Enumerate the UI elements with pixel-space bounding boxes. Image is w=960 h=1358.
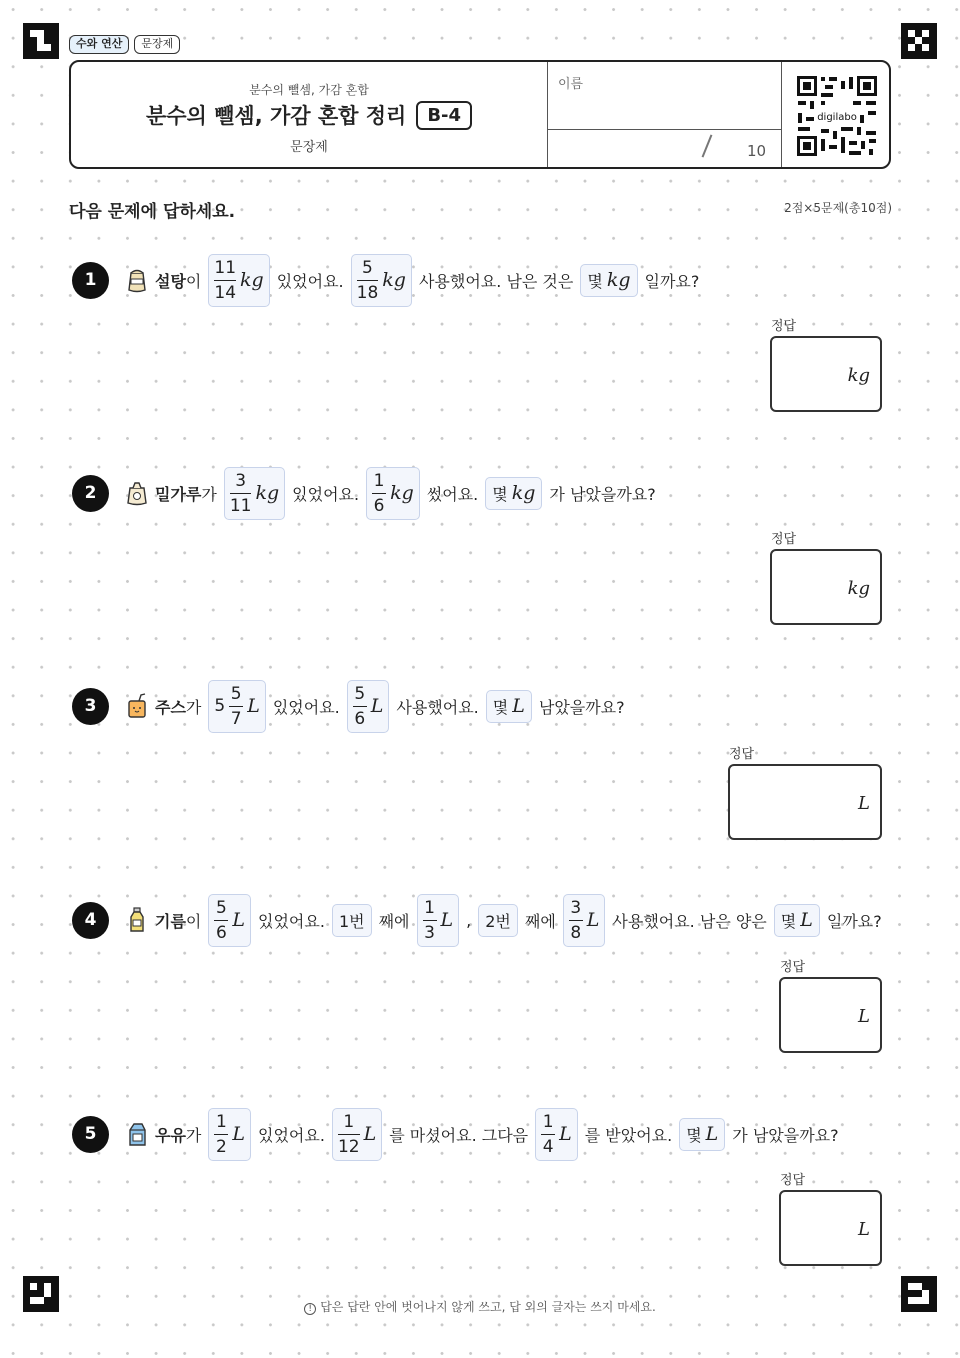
numerator: 5 bbox=[354, 683, 366, 704]
question-text: 째에 bbox=[524, 911, 556, 931]
corner-marker-top-right bbox=[901, 23, 937, 59]
answer-label: 정답 bbox=[771, 319, 797, 334]
subject-name: 기름 bbox=[155, 911, 186, 931]
unit: L bbox=[363, 1123, 377, 1145]
comma: , bbox=[466, 910, 472, 930]
ask-box bbox=[485, 477, 542, 510]
footer-text: 답은 답란 안에 벗어나지 않게 쓰고, 답 외의 글자는 쓰지 마세요. bbox=[320, 1300, 656, 1314]
fraction-box bbox=[351, 254, 412, 307]
ask-word: 몇 bbox=[492, 697, 509, 717]
unit: L bbox=[247, 695, 260, 717]
warning-icon: ! bbox=[304, 1303, 316, 1315]
denominator: 7 bbox=[230, 708, 242, 729]
header-subtitle: 분수의 뺄셈, 가감 혼합 bbox=[249, 83, 369, 97]
answer-unit: kg bbox=[847, 365, 870, 386]
score-total: 10 bbox=[747, 142, 767, 160]
unit: L bbox=[370, 695, 384, 717]
ask-word: 몇 bbox=[780, 911, 797, 931]
header-topic: 문장제 bbox=[290, 140, 328, 155]
unit: kg bbox=[511, 482, 536, 504]
answer-unit: L bbox=[858, 1006, 870, 1027]
fraction bbox=[357, 257, 379, 304]
fraction bbox=[338, 1111, 360, 1158]
answer-label: 정답 bbox=[780, 1173, 806, 1188]
score-slash bbox=[702, 134, 713, 157]
fraction-box bbox=[208, 894, 251, 947]
numerator: 3 bbox=[235, 470, 247, 491]
question-text: 일까요? bbox=[826, 911, 882, 931]
question-text: 있었어요. bbox=[258, 1125, 325, 1145]
title-row bbox=[71, 100, 547, 130]
question-text: 사용했어요. 남은 양은 bbox=[612, 911, 767, 931]
unit: L bbox=[512, 695, 525, 717]
question-line bbox=[72, 676, 902, 736]
fraction bbox=[229, 683, 243, 730]
problem-number: 5 bbox=[72, 1116, 109, 1153]
fraction bbox=[230, 470, 252, 517]
answer-label: 정답 bbox=[771, 532, 797, 547]
fraction-box bbox=[224, 467, 285, 520]
ask-box bbox=[774, 904, 820, 937]
problem-number: 1 bbox=[72, 262, 109, 299]
problem-number: 3 bbox=[72, 688, 109, 725]
denominator: 6 bbox=[354, 708, 366, 729]
fraction-box bbox=[366, 467, 420, 520]
question-text: 남았을까요? bbox=[538, 697, 625, 717]
numerator: 3 bbox=[570, 897, 582, 918]
name-score-area bbox=[547, 62, 781, 167]
unit: L bbox=[559, 1123, 572, 1145]
problem-4 bbox=[72, 890, 902, 950]
level-badge: B-4 bbox=[416, 101, 472, 130]
particle: 가 bbox=[201, 484, 217, 504]
particle: 가 bbox=[185, 697, 202, 717]
fraction bbox=[423, 897, 437, 944]
fraction bbox=[569, 897, 583, 944]
numerator: 5 bbox=[362, 257, 373, 278]
answer-box-4[interactable] bbox=[779, 977, 882, 1053]
flour-bag-icon bbox=[126, 480, 148, 506]
particle: 이 bbox=[185, 911, 202, 931]
question-text: 가 남았을까요? bbox=[732, 1125, 839, 1145]
answer-unit: L bbox=[858, 793, 870, 814]
ask-word: 몇 bbox=[587, 271, 603, 291]
points-info: 2점×5문제(총10점) bbox=[784, 201, 892, 215]
corner-marker-top-left bbox=[23, 23, 59, 59]
fraction-box bbox=[208, 680, 265, 733]
unit: L bbox=[232, 1123, 246, 1145]
fraction-box bbox=[347, 680, 390, 733]
fraction-box bbox=[417, 894, 460, 947]
name-label: 이름 bbox=[558, 77, 584, 92]
question-text: 가 남았을까요? bbox=[549, 484, 656, 504]
fraction-box bbox=[535, 1108, 578, 1161]
sugar-bag-icon bbox=[126, 267, 148, 293]
qr-code-icon bbox=[796, 75, 878, 157]
fraction-box bbox=[563, 894, 606, 947]
problem-3 bbox=[72, 676, 902, 736]
tag-type: 문장제 bbox=[134, 35, 180, 54]
problem-1 bbox=[72, 250, 902, 310]
numerator: 1 bbox=[343, 1111, 355, 1132]
unit: kg bbox=[382, 269, 406, 291]
unit: kg bbox=[390, 482, 414, 504]
ordinal-box: 2번 bbox=[478, 904, 518, 937]
fraction-box bbox=[332, 1108, 382, 1161]
denominator: 4 bbox=[542, 1136, 554, 1157]
ask-box bbox=[679, 1118, 725, 1151]
question-text: 있었어요. bbox=[258, 911, 325, 931]
divider bbox=[548, 129, 781, 130]
question-text: 있었어요. bbox=[292, 484, 360, 504]
answer-box-1[interactable] bbox=[770, 336, 882, 412]
denominator: 18 bbox=[356, 282, 379, 303]
answer-unit: L bbox=[858, 1219, 870, 1240]
subject-name: 밀가루 bbox=[155, 484, 202, 504]
unit: L bbox=[800, 909, 813, 931]
question-text: 썼어요. bbox=[426, 484, 479, 504]
ask-box bbox=[580, 264, 637, 297]
unit: L bbox=[440, 909, 454, 931]
qr-text: digilabo bbox=[817, 112, 857, 123]
tag-category: 수와 연산 bbox=[69, 35, 129, 54]
problem-5 bbox=[72, 1104, 902, 1164]
unit: kg bbox=[606, 269, 631, 291]
question-line bbox=[72, 250, 902, 310]
fraction bbox=[214, 897, 228, 944]
denominator: 6 bbox=[373, 495, 385, 516]
numerator: 1 bbox=[215, 1111, 227, 1132]
question-text: 일까요? bbox=[644, 271, 700, 291]
numerator: 1 bbox=[424, 897, 435, 918]
answer-box-5[interactable] bbox=[779, 1190, 882, 1266]
denominator: 12 bbox=[337, 1136, 360, 1157]
subject-name: 주스 bbox=[155, 697, 186, 717]
oil-bottle-icon bbox=[126, 907, 148, 933]
answer-box-3[interactable] bbox=[728, 764, 882, 840]
juice-box-icon bbox=[126, 693, 148, 719]
ask-word: 몇 bbox=[492, 484, 508, 504]
denominator: 11 bbox=[229, 495, 252, 516]
subject-name: 설탕 bbox=[155, 271, 186, 291]
question-text: 있었어요. bbox=[276, 271, 344, 291]
answer-unit: kg bbox=[847, 578, 870, 599]
question-line bbox=[72, 1104, 902, 1164]
category-tags bbox=[69, 35, 180, 54]
numerator: 1 bbox=[373, 470, 385, 491]
numerator: 1 bbox=[542, 1111, 554, 1132]
question-text: 째에 bbox=[378, 911, 410, 931]
fraction-box bbox=[208, 1108, 251, 1161]
qr-area bbox=[781, 62, 891, 167]
ask-box bbox=[486, 690, 532, 723]
whole-number: 5 bbox=[214, 696, 226, 716]
question-text: 를 마셨어요. 그다음 bbox=[389, 1125, 529, 1145]
particle: 이 bbox=[185, 271, 202, 291]
numerator: 11 bbox=[214, 257, 237, 278]
unit: kg bbox=[240, 269, 264, 291]
fraction bbox=[214, 1111, 228, 1158]
worksheet-header bbox=[69, 60, 891, 169]
question-line bbox=[72, 463, 902, 523]
problem-2 bbox=[72, 463, 902, 523]
numerator: 5 bbox=[230, 683, 242, 704]
answer-box-2[interactable] bbox=[770, 549, 882, 625]
denominator: 8 bbox=[570, 922, 582, 943]
denominator: 3 bbox=[424, 922, 435, 943]
fraction bbox=[214, 257, 236, 304]
page-title: 분수의 뺄셈, 가감 혼합 정리 bbox=[145, 104, 407, 128]
unit: L bbox=[705, 1123, 719, 1145]
denominator: 14 bbox=[214, 282, 237, 303]
problem-number: 2 bbox=[72, 475, 109, 512]
numerator: 5 bbox=[215, 897, 227, 918]
question-line bbox=[72, 890, 902, 950]
milk-carton-icon bbox=[126, 1121, 148, 1147]
fraction bbox=[353, 683, 367, 730]
header-title-area bbox=[71, 62, 547, 167]
question-text: 사용했어요. bbox=[396, 697, 479, 717]
fraction bbox=[541, 1111, 555, 1158]
fraction-box bbox=[208, 254, 269, 307]
footer-note bbox=[0, 1298, 960, 1315]
denominator: 2 bbox=[215, 1136, 227, 1157]
unit: kg bbox=[255, 482, 280, 504]
ask-word: 몇 bbox=[686, 1125, 702, 1145]
question-text: 있었어요. bbox=[272, 697, 340, 717]
denominator: 6 bbox=[215, 922, 227, 943]
problem-number: 4 bbox=[72, 902, 109, 939]
answer-label: 정답 bbox=[780, 960, 806, 975]
instruction: 다음 문제에 답하세요. bbox=[69, 202, 236, 222]
subject-name: 우유 bbox=[155, 1125, 186, 1145]
fraction bbox=[372, 470, 386, 517]
question-text: 를 받았어요. bbox=[584, 1125, 673, 1145]
particle: 가 bbox=[185, 1125, 202, 1145]
answer-label: 정답 bbox=[729, 747, 755, 762]
ordinal-box: 1번 bbox=[332, 904, 372, 937]
question-text: 사용했어요. 남은 것은 bbox=[418, 271, 574, 291]
unit: L bbox=[586, 909, 600, 931]
unit: L bbox=[232, 909, 246, 931]
